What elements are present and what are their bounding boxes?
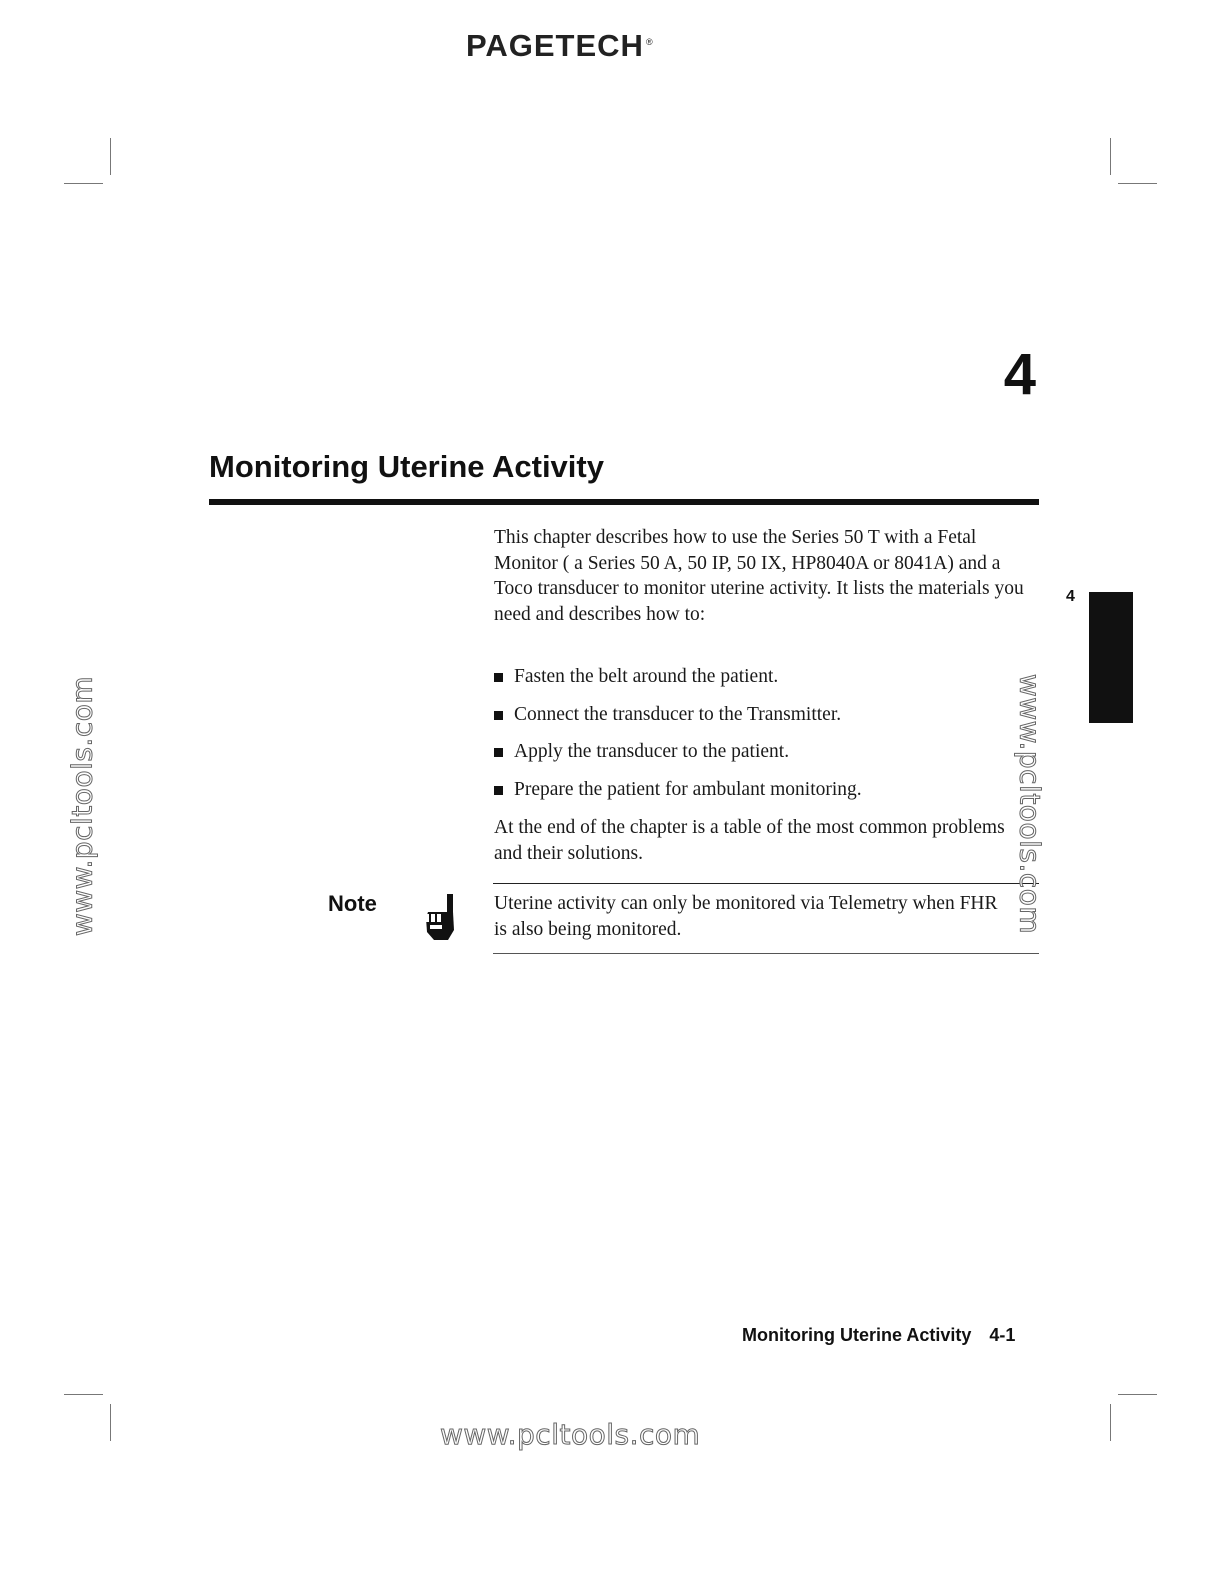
crop-mark-top-right-horizontal [1118, 183, 1157, 184]
crop-mark-bottom-right-horizontal [1118, 1394, 1157, 1395]
page-number: 4-1 [989, 1325, 1016, 1345]
square-bullet-icon [494, 673, 503, 682]
thumb-tab-number: 4 [1066, 588, 1075, 605]
page-footer [742, 1325, 1015, 1346]
list-item [494, 702, 1014, 740]
crop-mark-bottom-left-vertical [110, 1404, 111, 1441]
crop-mark-top-left-vertical [110, 138, 111, 175]
chapter-number: 4 [1003, 342, 1036, 407]
logo-text: PAGETECH [466, 28, 644, 63]
bullet-list [494, 664, 1014, 814]
square-bullet-icon [494, 786, 503, 795]
note-rule-top [493, 883, 1039, 884]
list-item-text: Fasten the belt around the patient. [514, 666, 779, 687]
list-item-text: Prepare the patient for ambulant monitoring. [514, 778, 862, 800]
pagetech-logo [466, 28, 654, 64]
footer-section-title: Monitoring Uterine Activity [742, 1325, 972, 1345]
list-item-text: Apply the transducer to the patient. [514, 741, 790, 762]
crop-mark-bottom-right-vertical [1110, 1404, 1111, 1441]
crop-mark-top-right-vertical [1110, 138, 1111, 175]
closing-paragraph: At the end of the chapter is a table of the most common problems and their solutions. [494, 817, 1005, 864]
watermark-left: www.pcltools.com [65, 675, 99, 937]
crop-mark-bottom-left-horizontal [64, 1394, 103, 1395]
note-text: Uterine activity can only be monitored via Telemetry when FHR is also being monitored. [494, 893, 998, 940]
title-rule [209, 499, 1039, 505]
watermark-bottom: www.pcltools.com [440, 1418, 701, 1451]
list-item [494, 777, 1014, 815]
list-item-text: Connect the transducer to the Transmitter. [514, 703, 842, 725]
pointing-hand-icon [422, 892, 458, 944]
registered-mark: ® [645, 36, 654, 47]
square-bullet-icon [494, 711, 503, 720]
note-label: Note [328, 891, 377, 916]
thumb-tab [1089, 592, 1133, 723]
crop-mark-top-left-horizontal [64, 183, 103, 184]
square-bullet-icon [494, 748, 503, 757]
note-rule-bottom [493, 953, 1039, 954]
intro-paragraph: This chapter describes how to use the Series 50 T with a Fetal Monitor ( a Series 50 A, 50 IP, 50 IX, HP8040A or 8041A) and a Toco transducer to monitor uterine activity. It lists the materials you need and describes how to: [494, 527, 1024, 625]
watermark-right: www.pcltools.com [1013, 673, 1047, 935]
list-item [494, 739, 1014, 777]
chapter-title: Monitoring Uterine Activity [209, 449, 604, 484]
list-item [494, 664, 1014, 702]
